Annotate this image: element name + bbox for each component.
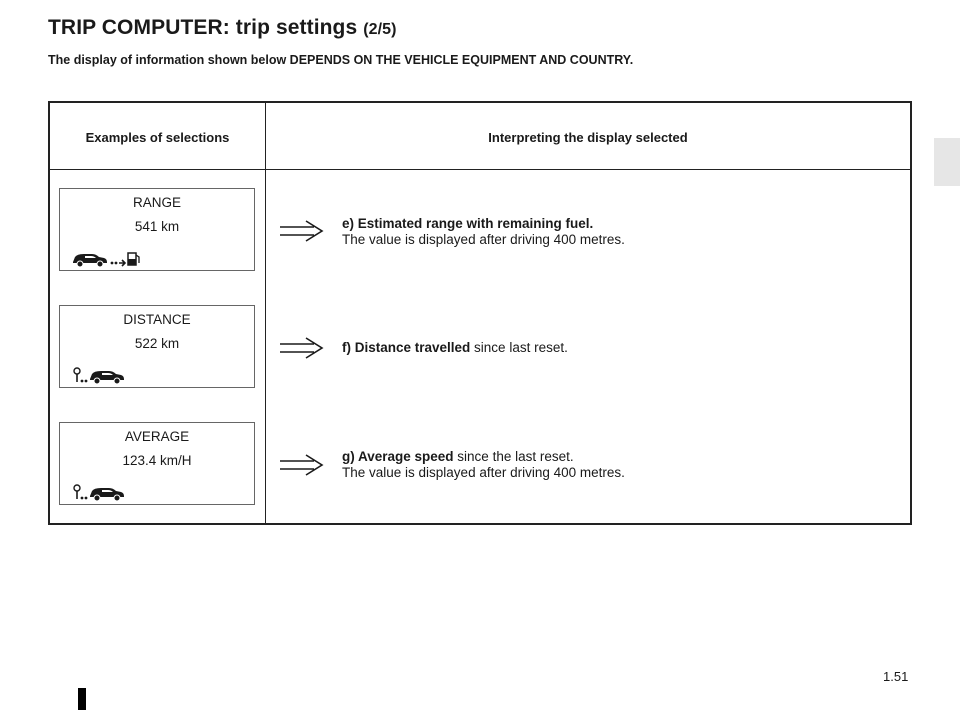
display-value: 541 km [134,219,180,234]
description-average [342,449,625,481]
selections-table [48,101,912,525]
column-header-examples: Examples of selections [85,130,230,145]
column-divider [265,103,266,523]
description-range [342,216,625,248]
display-example-range [59,188,255,271]
page-subtitle: The display of information shown below DEPENDS ON THE VEHICLE EQUIPMENT AND COUNTRY. [48,53,634,67]
description-heading: f) Distance travelled [342,340,471,355]
display-example-distance [59,305,255,388]
description-line-2: The value is displayed after driving 400 metres. [342,465,625,480]
description-line-1 [342,216,625,232]
section-tab-marker [934,138,960,186]
description-heading: e) Estimated range with remaining fuel. [342,216,594,231]
car-to-fuel-pump-icon [72,247,142,269]
display-value: 123.4 km/H [122,453,192,468]
page-number: 1.51 [883,669,909,684]
display-label: RANGE [132,195,181,210]
flag-to-car-icon [72,364,142,386]
flag-to-car-icon [72,481,142,503]
page-corner-mark [78,688,86,710]
double-arrow-icon [278,336,328,360]
description-text: since the last reset. [453,449,574,464]
display-label: AVERAGE [124,429,190,444]
double-arrow-icon [278,453,328,477]
title-page-indicator: (2/5) [363,21,397,38]
display-example-average [59,422,255,505]
display-value: 522 km [134,336,180,351]
description-line-2: The value is displayed after driving 400 metres. [342,232,625,247]
title-text: TRIP COMPUTER: trip settings [48,16,358,39]
description-text: since last reset. [470,340,568,355]
double-arrow-icon [278,219,328,243]
description-line-1 [342,340,568,356]
description-distance [342,340,568,356]
display-label: DISTANCE [123,312,191,327]
description-heading: g) Average speed [342,449,454,464]
description-line-1 [342,449,625,465]
column-header-interpretation: Interpreting the display selected [488,130,688,145]
page-title [48,16,397,40]
header-divider [50,169,910,170]
